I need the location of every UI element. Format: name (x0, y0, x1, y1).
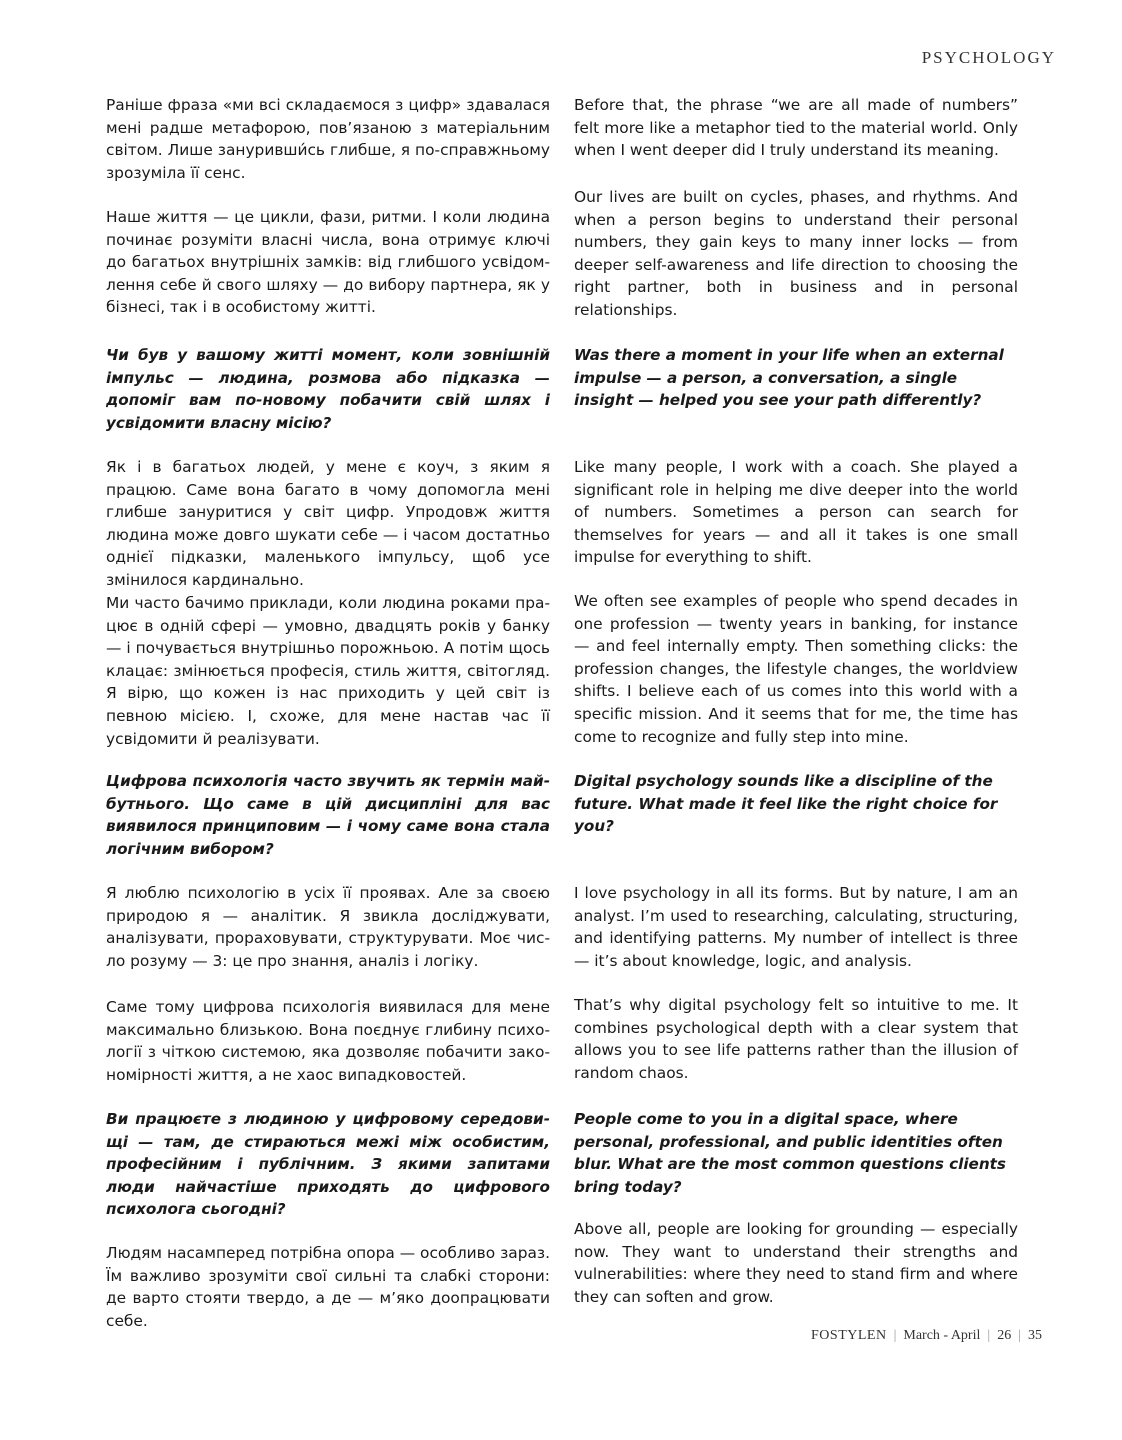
uk-paragraph-1: Раніше фраза «ми всі складаємося з цифр» здавалася мені радше метафорою, пов’язаною з матеріальним світом. Лише зануривши́сь глибше, я по-справжньому зрозуміла її сенс. (106, 96, 550, 182)
en-question-1: Was there a moment in your life when an external impulse — a person, a conversation, a single insight — helped you see your path differently? (574, 346, 1004, 410)
uk-paragraph-5: Я люблю психологію в усіх її проявах. Але за своєю природою я — аналітик. Я звикла досліджувати, аналізувати, прораховувати, структурувати. Моє число розуму — 3: це про знання, аналіз і логіку. (106, 884, 550, 970)
section-label: PSYCHOLOGY (921, 48, 1056, 67)
uk-question-3: Ви працюєте з людиною у цифровому середовищі — там, де стираються межі між особистим, професійним і публічним. З якими запитами люди найчастіше приходять до цифрового психолога сьогодні? (106, 1110, 550, 1219)
uk-paragraph-2: Наше життя — це цикли, фази, ритми. І коли людина починає розуміти власні числа, вона отримує ключі до багатьох внутрішніх замків: від глибшого усвідомлення себе й свого шляху — до вибору партнера, як у бізнесі, так і в особистому житті. (106, 208, 550, 317)
en-paragraph-3: Like many people, I work with a coach. She played a significant role in helping me dive deeper into the world of numbers. Sometimes a person can search for themselves for years — and all it takes is one small impulse for everything to shift. (574, 458, 1018, 567)
uk-question-2: Цифрова психологія часто звучить як термін майбутнього. Що саме в цій дисципліні для вас виявилося принциповим — і чому саме вона стала логічним вибором? (106, 772, 550, 858)
en-paragraph-1: Before that, the phrase “we are all made of numbers” felt more like a metaphor tied to the material world. Only when I went deeper did I truly understand its meaning. (574, 96, 1018, 160)
en-paragraph-7: Above all, people are looking for grounding — especially now. They want to understand their strengths and vulnerabilities: where they need to stand firm and where they can soften and grow. (574, 1220, 1018, 1306)
en-question-3: People come to you in a digital space, where personal, professional, and public identities often blur. What are the most common questions clients bring today? (574, 1110, 1006, 1196)
uk-paragraph-3: Як і в багатьох людей, у мене є коуч, з яким я працюю. Саме вона багато в чому допомогла мені глибше зануритися у світ цифр. Упродовж життя людина може довго шукати себе — і часом достатньо однієї підказки, маленького імпульсу, щоб усе змінилося кардинально. (106, 458, 550, 589)
uk-question-1: Чи був у вашому житті момент, коли зовнішній імпульс — людина, розмова або підказка — допоміг вам по-новому побачити свій шлях і усвідомити власну місію? (106, 346, 550, 432)
uk-paragraph-4: Ми часто бачимо приклади, коли людина роками працює в одній сфері — умовно, двадцять років у банку — і почувається внутрішньо порожньою. А потім щось клацає: змінюється професія, стиль життя, світогляд. Я вірю, що кожен із нас приходить у цей світ із певною місією. І, схоже, для мене настав час її усвідомити й реалізувати. (106, 594, 550, 748)
en-question-2: Digital psychology sounds like a discipline of the future. What made it feel like the right choice for you? (574, 772, 998, 836)
issue-months: March - April (903, 1328, 981, 1343)
page-footer: FOSTYLEN | March - April | 26 | 35 (811, 1328, 1042, 1343)
issue-number: 26 (997, 1328, 1012, 1343)
uk-paragraph-6: Саме тому цифрова психологія виявилася для мене максимально близькою. Вона поєднує глибину психології з чіткою системою, яка дозволяє побачити закономірності життя, а не хаос випадковостей. (106, 998, 550, 1084)
magazine-brand: FOSTYLEN (811, 1328, 887, 1343)
en-paragraph-5: I love psychology in all its forms. But by nature, I am an analyst. I’m used to researching, calculating, structuring, and identifying patterns. My number of intellect is three — it’s about knowledge, logic, and analysis. (574, 884, 1018, 970)
page-number: 35 (1028, 1328, 1042, 1343)
uk-paragraph-7: Людям насамперед потрібна опора — особливо зараз. Їм важливо зрозуміти свої сильні та слабкі сторони: де варто стояти твердо, а де — м’яко доопрацювати себе. (106, 1244, 550, 1330)
en-paragraph-2: Our lives are built on cycles, phases, and rhythms. And when a person begins to understand their personal numbers, they gain keys to many inner locks — from deeper self-awareness and life direction to choosing the right partner, both in business and in personal relationships. (574, 188, 1018, 319)
en-paragraph-4: We often see examples of people who spend decades in one profession — twenty years in banking, for instance — and feel internally empty. Then something clicks: the profession changes, the lifestyle changes, the worldview shifts. I believe each of us comes into this world with a specific mission. And it seems that for me, the time has come to recognize and fully step into mine. (574, 592, 1018, 746)
en-paragraph-6: That’s why digital psychology felt so intuitive to me. It combines psychological depth with a clear system that allows you to see life patterns rather than the illusion of random chaos. (574, 996, 1018, 1082)
